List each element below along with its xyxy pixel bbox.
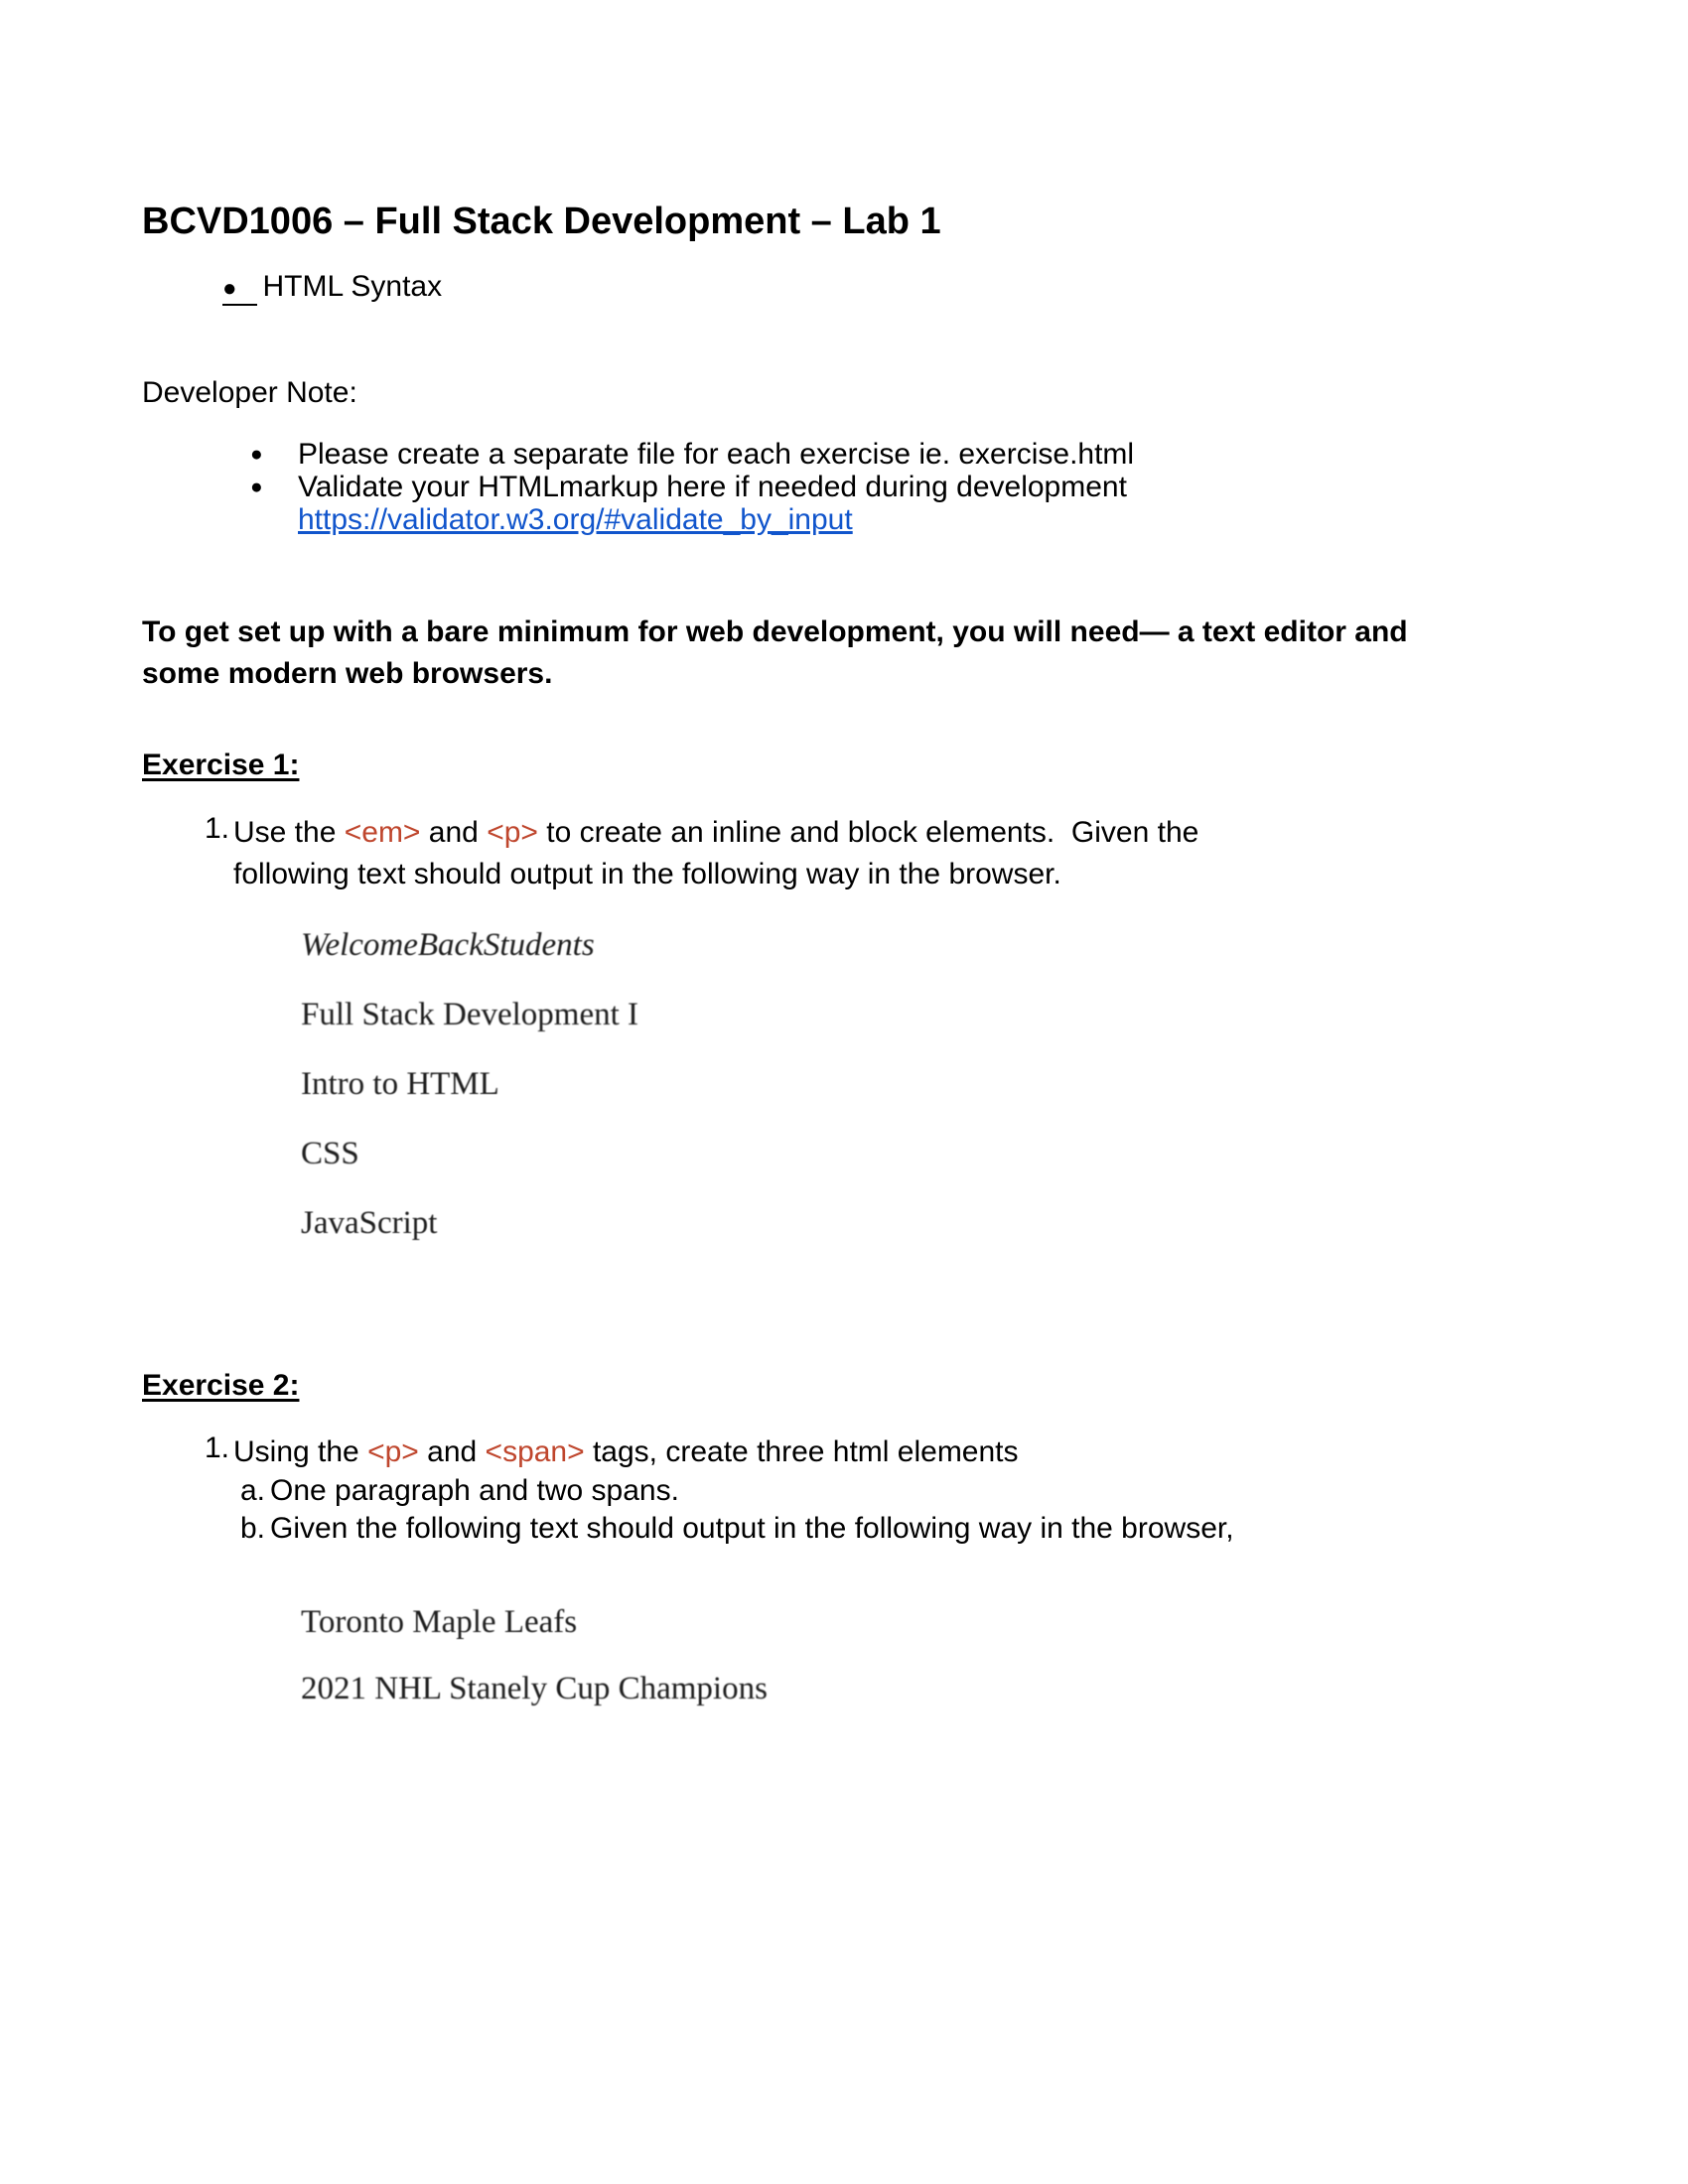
exercise1-heading: Exercise 1:	[142, 749, 300, 781]
developer-note-heading: Developer Note:	[142, 376, 357, 409]
exercise2-text-post: tags, create three html elements	[584, 1435, 1019, 1468]
bullet-icon: ●	[250, 476, 263, 498]
bullet-icon: ●	[222, 274, 257, 306]
output-line: Full Stack Development I	[301, 997, 639, 1032]
output-line: WelcomeBackStudents	[301, 927, 595, 963]
exercise2-item-number: 1.	[205, 1432, 230, 1464]
exercise1-expected-output	[301, 910, 638, 1258]
p-tag-code: <p>	[487, 816, 538, 849]
exercise1-item-number: 1.	[205, 812, 230, 845]
setup-line-1: To get set up with a bare minimum for web development, you will need— a text editor and	[142, 615, 1408, 648]
span-tag-code: <span>	[485, 1435, 585, 1468]
output-line: Toronto Maple Leafs	[301, 1604, 578, 1640]
sub-item-a-label: a.	[240, 1474, 266, 1507]
topic-bullet-item	[222, 270, 442, 306]
exercise2-item-text	[233, 1432, 1019, 1473]
setup-line-2: some modern web browsers.	[142, 657, 553, 690]
em-tag-code: <em>	[344, 816, 421, 849]
exercise1-text-pre: Use the	[233, 816, 345, 849]
output-line: CSS	[301, 1136, 359, 1171]
exercise1-item-text	[233, 812, 1198, 895]
output-line: Intro to HTML	[301, 1066, 499, 1102]
p-tag-code: <p>	[367, 1435, 419, 1468]
bullet-icon: ●	[250, 443, 263, 466]
page-title: BCVD1006 – Full Stack Development – Lab 1	[142, 201, 941, 242]
exercise2-heading: Exercise 2:	[142, 1369, 300, 1402]
note-item: Validate your HTMLmarkup here if needed during development	[298, 471, 1127, 503]
output-line: JavaScript	[301, 1205, 438, 1241]
sub-item-b-label: b.	[240, 1512, 266, 1545]
exercise2-text-pre: Using the	[233, 1435, 368, 1468]
sub-item-b-text: Given the following text should output in the following way in the browser,	[270, 1512, 1234, 1545]
sub-item-a-text: One paragraph and two spans.	[270, 1474, 679, 1507]
exercise2-text-mid: and	[418, 1435, 486, 1468]
exercise1-text-line2: following text should output in the following way in the browser.	[233, 858, 1061, 890]
exercise1-text-mid: and	[420, 816, 488, 849]
output-line: 2021 NHL Stanely Cup Champions	[301, 1671, 768, 1706]
exercise1-text-post: to create an inline and block elements. Given the	[537, 816, 1199, 849]
setup-paragraph	[142, 612, 1408, 695]
note-item: Please create a separate file for each exercise ie. exercise.html	[298, 438, 1135, 471]
validator-link[interactable]: https://validator.w3.org/#validate_by_input	[298, 503, 853, 536]
exercise2-expected-output	[301, 1589, 768, 1722]
topic-bullet-label: HTML Syntax	[262, 270, 443, 303]
